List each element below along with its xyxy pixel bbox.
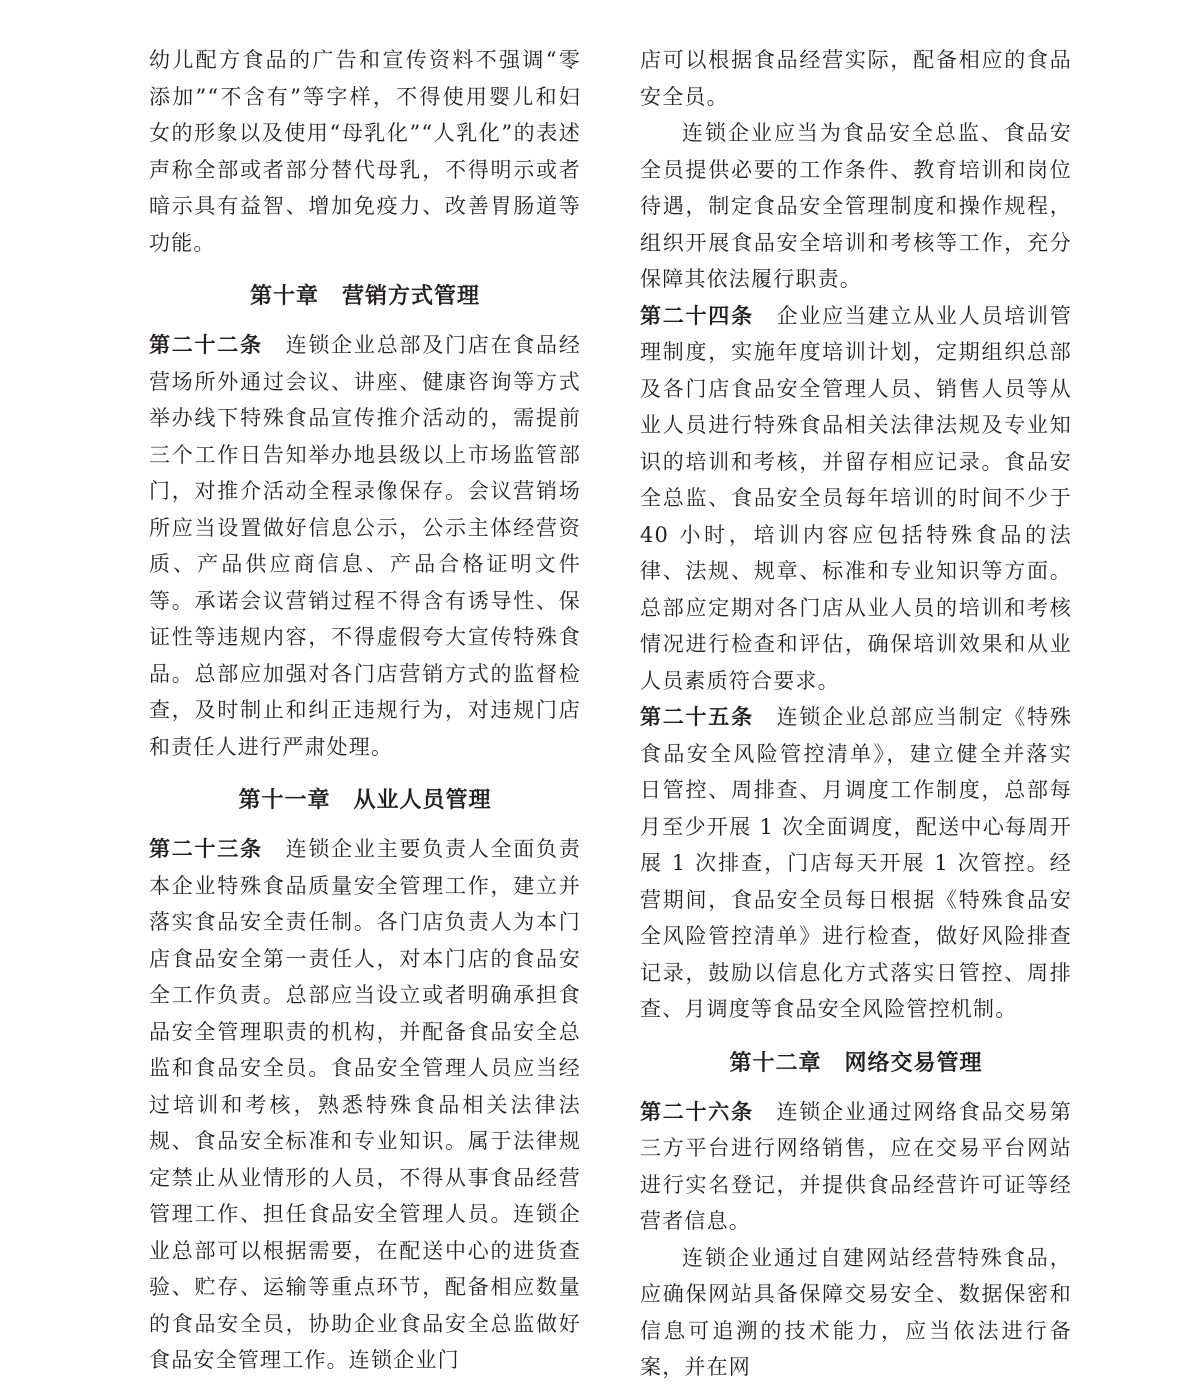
article-text: 连锁企业总部应当制定《特殊食品安全风险管控清单》，建立健全并落实日管控、周排查、月调度工作制度，总部每月至少开展 1 次全面调度，配送中心每周开展 1 次排查，门店每天开展 1 次管控。经营期间，食品安全员每日根据《特殊食品安全风险管控清单》进行检查，做好风险排查记录，鼓励以信息化方式落实日管控、周排查、月调度等食品安全风险管控机制。 bbox=[640, 705, 1073, 1021]
chapter-heading: 第十章 营销方式管理 bbox=[249, 284, 480, 309]
spacer bbox=[640, 1028, 1072, 1046]
paragraph: 连锁企业应当为食品安全总监、食品安全员提供必要的工作条件、教育培训和岗位待遇，制定食品安全管理制度和操作规程，组织开展食品安全培训和考核等工作，充分保障其依法履行职责。 bbox=[640, 121, 1072, 291]
article-label: 第二十二条 bbox=[149, 333, 263, 357]
chapter-heading: 第十一章 从业人员管理 bbox=[238, 788, 492, 813]
paragraph: 店可以根据食品经营实际，配备相应的食品安全员。 bbox=[640, 48, 1072, 109]
article-label: 第二十五条 bbox=[640, 705, 754, 729]
article-text: 连锁企业通过网络食品交易第三方平台进行网络销售，应在交易平台网站进行实名登记，并提供食品经营许可证等经营者信息。 bbox=[640, 1099, 1073, 1233]
paragraph: 幼儿配方食品的广告和宣传资料不强调“零添加”“不含有”等字样，不得使用婴儿和妇女的形象以及使用“母乳化”“人乳化”的表述声称全部或者部分替代母乳，不得明示或者暗示具有益智、增加免疫力、改善胃肠道等功能。 bbox=[149, 48, 581, 255]
article-25 bbox=[640, 699, 1072, 1028]
chapter-heading: 第十二章 网络交易管理 bbox=[729, 1050, 983, 1076]
right-column bbox=[640, 42, 1072, 1386]
article-text: 连锁企业总部及门店在食品经营场所外通过会议、讲座、健康咨询等方式举办线下特殊食品宣传推介活动的，需提前三个工作日告知举办地县级以上市场监管部门，对推介活动全程录像保存。会议营销场所应当设置做好信息公示，公示主体经营资质、产品供应商信息、产品合格证明文件等。承诺会议营销过程不得含有诱导性、保证性等违规内容，不得虚假夸大宣传特殊食品。总部应加强对各门店营销方式的监督检查，及时制止和纠正违规行为，对违规门店和责任人进行严肃处理。 bbox=[149, 333, 582, 759]
paragraph: 连锁企业通过自建网站经营特殊食品，应确保网站具备保障交易安全、数据保密和信息可追溯的技术能力，应当依法进行备案，并在网 bbox=[640, 1245, 1072, 1379]
article-22 bbox=[149, 327, 581, 765]
article-text: 连锁企业主要负责人全面负责本企业特殊食品质量安全管理工作，建立并落实食品安全责任制。各门店负责人为本门店食品安全第一责任人，对本门店的食品安全工作负责。总部应当设立或者明确承担食品安全管理职责的机构，并配备食品安全总监和食品安全员。食品安全管理人员应当经过培训和考核，熟悉特殊食品相关法律法规、食品安全标准和专业知识。属于法律规定禁止从业情形的人员，不得从事食品经营管理工作、担任食品安全管理人员。连锁企业总部可以根据需要，在配送中心的进货查验、贮存、运输等重点环节，配备相应数量的食品安全员，协助企业食品安全总监做好食品安全管理工作。连锁企业门 bbox=[149, 837, 582, 1372]
article-24 bbox=[640, 298, 1072, 700]
article-text: 企业应当建立从业人员培训管理制度，实施年度培训计划，定期组织总部及各门店食品安全管理人员、销售人员等从业人员进行特殊食品相关法律法规及专业知识的培训和考核，并留存相应记录。食品安全总监、食品安全员每年培训的时间不少于 40 小时，培训内容应包括特殊食品的法律、法规、规章、标准和专业知识等方面。总部应定期对各门店从业人员的培训和考核情况进行检查和评估，确保培训效果和从业人员素质符合要求。 bbox=[640, 303, 1073, 693]
article-26 bbox=[640, 1094, 1072, 1240]
article-23 bbox=[149, 831, 581, 1379]
article-label: 第二十四条 bbox=[640, 303, 754, 328]
spacer bbox=[149, 765, 581, 783]
left-column bbox=[149, 42, 581, 1379]
spacer bbox=[149, 261, 581, 279]
article-label: 第二十六条 bbox=[640, 1099, 754, 1124]
article-label: 第二十三条 bbox=[149, 837, 263, 861]
